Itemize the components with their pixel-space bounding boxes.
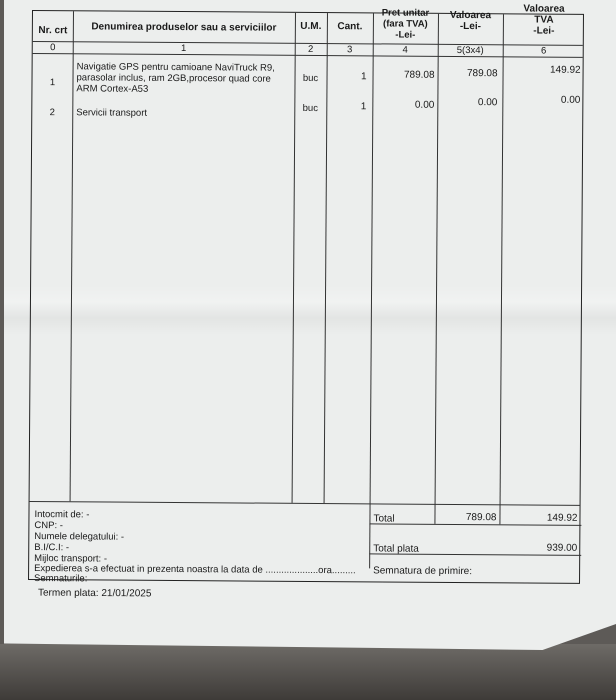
colnum-4: 4 xyxy=(402,44,408,56)
footer-line xyxy=(30,501,580,506)
colnum-0: 0 xyxy=(50,42,56,54)
item-2-um: buc xyxy=(302,102,319,114)
colnum-1: 1 xyxy=(181,43,187,55)
total-plata-value: 939.00 xyxy=(546,542,578,554)
footer-mijloc: Mijloc transport: - xyxy=(34,553,108,565)
header-vat: Valoarea TVA -Lei- xyxy=(523,3,565,37)
footer-intocmit: Intocmit de: - xyxy=(34,509,90,521)
item-1-price: 789.08 xyxy=(403,69,435,81)
table-surface xyxy=(0,644,616,700)
termen-plata: Termen plata: 21/01/2025 xyxy=(37,587,152,600)
total-plata-label: Total plata xyxy=(373,543,419,555)
header-name: Denumirea produselor sau a serviciilor xyxy=(91,21,277,34)
footer-expedierea: Expedierea s-a efectuat in prezenta noastra la data de ....................ora......... xyxy=(34,563,356,577)
item-2-nr: 2 xyxy=(49,107,55,119)
item-1-name: Navigatie GPS pentru camioane NaviTruck R9, parasolar inclus, ram 2GB,procesor quad core ARM Cortex-A53 xyxy=(76,61,275,95)
header-um: U.M. xyxy=(300,20,322,33)
colnum-6: 6 xyxy=(541,45,547,57)
col-line xyxy=(324,13,328,503)
col-line xyxy=(434,14,439,524)
header-value: Valoarea -Lei- xyxy=(449,9,492,33)
header-price: Pret unitar (fara TVA) -Lei- xyxy=(381,7,430,41)
footer-semnaturile: Semnaturile: xyxy=(33,573,88,585)
semnatura-primire: Semnatura de primire: xyxy=(373,565,473,578)
total-label: Total xyxy=(373,513,395,525)
item-1-nr: 1 xyxy=(49,77,56,89)
col-line xyxy=(499,14,504,524)
item-2-name: Servicii transport xyxy=(76,107,148,119)
item-2-qty: 1 xyxy=(360,101,367,113)
colnum-2: 2 xyxy=(308,43,314,55)
total-line xyxy=(369,523,581,525)
item-1-qty: 1 xyxy=(360,71,367,83)
col-line xyxy=(369,13,374,568)
item-1-vat: 149.92 xyxy=(549,64,581,76)
footer-cnp: CNP: - xyxy=(34,520,63,532)
item-2-price: 0.00 xyxy=(414,99,435,111)
footer-delegat: Numele delegatului: - xyxy=(34,531,125,543)
item-2-vat: 0.00 xyxy=(560,94,581,106)
item-1-um: buc xyxy=(302,72,319,84)
header-nr: Nr. crt xyxy=(38,25,68,37)
total-vat: 149.92 xyxy=(546,512,578,524)
header-qty: Cant. xyxy=(337,21,363,33)
invoice-table xyxy=(28,3,584,585)
footer-bi: B.I/C.I: - xyxy=(34,542,70,554)
colnum-3: 3 xyxy=(347,44,353,56)
item-2-value: 0.00 xyxy=(477,97,498,109)
total-value: 789.08 xyxy=(465,512,497,524)
colnum-5: 5(3x4) xyxy=(456,44,484,57)
item-1-value: 789.08 xyxy=(466,68,498,80)
